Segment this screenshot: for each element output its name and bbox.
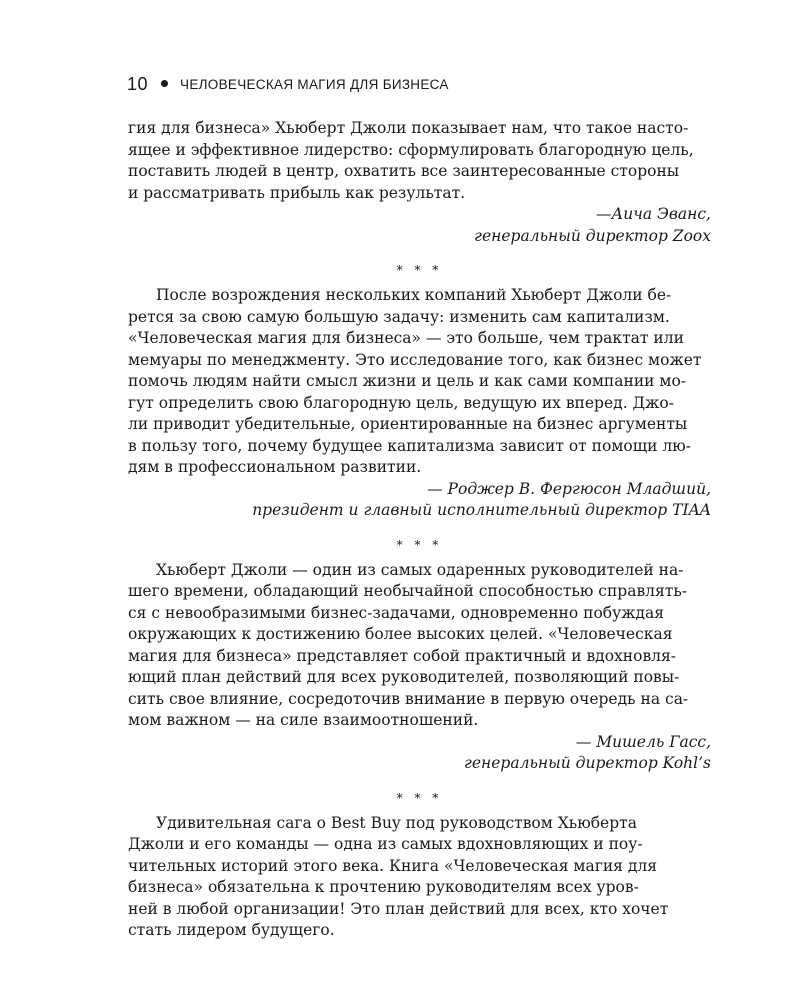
text-line: дям в профессиональном развитии. [128,458,422,476]
text-line: магия для бизнеса» представляет собой практичный и вдохновля- [128,646,677,665]
text-line: чительных историй этого века. Книга «Человеческая магия для [128,856,658,875]
text-line: окружающих к достижению более высоких целей. «Человеческая [128,625,673,643]
testimonial-ferguson [128,285,711,522]
text-line: ящее и эффективное лидерство: сформулировать благородную цель, [128,140,694,159]
text-line: ющий план действий для всех руководителей, позволяющий повы- [128,668,680,686]
text-line: гия для бизнеса» Хьюберт Джоли показывает нам, что такое насто- [128,119,689,137]
text-line: ся с невообразимыми бизнес-задачами, одновременно побуждая [128,603,665,622]
text-line: бизнеса» обязательна к прочтению руководителям всех уров- [128,878,639,896]
attribution-title: генеральный директор Zoox [474,226,711,245]
text-line: рется за свою самую большую задачу: изменить сам капитализм. [128,307,670,326]
page-body [128,118,711,942]
attribution-name: — Мишель Гасс, [575,732,711,751]
attribution-name: —Аича Эванс, [596,205,711,223]
text-line: поставить людей в центр, охватить все заинтересованные стороны [128,162,680,180]
attribution-title: президент и главный исполнительный директор TIAA [252,501,711,519]
section-separator: * * * [396,263,443,277]
page-number: 10 [127,74,149,94]
text-line: шего времени, обладающий необычайной способностью справлять- [128,582,688,600]
text-line: гут определить свою благородную цель, ведущую их вперед. Джо- [128,393,674,412]
text-line: и рассматривать прибыль как результат. [128,183,466,202]
testimonial-evans [128,118,711,247]
bullet-dot-icon [161,80,168,87]
attribution-title: генеральный директор Kohl’s [464,754,711,772]
text-line: помочь людям найти смысл жизни и цель и как сами компании мо- [128,372,687,390]
text-line: стать лидером будущего. [128,921,335,939]
text-line: ней в любой организации! Это план действий для всех, кто хочет [128,899,669,918]
attribution-name: — Роджер В. Фергюсон Младший, [427,479,711,498]
text-line: мемуары по менеджменту. Это исследование того, как бизнес может [128,350,702,369]
testimonial-gass [128,560,711,775]
text-line: Удивительная сага о Best Buy под руководством Хьюберта [156,813,637,832]
text-line: в пользу того, почему будущее капитализма зависит от помощи лю- [128,436,691,455]
text-line: Хьюберт Джоли — один из самых одаренных руководителей на- [156,560,684,579]
text-line: мом важном — на силе взаимоотношений. [128,711,479,729]
running-title: ЧЕЛОВЕЧЕСКАЯ МАГИЯ ДЛЯ БИЗНЕСА [180,77,449,92]
text-line: сить свое влияние, сосредоточив внимание в первую очередь на са- [128,689,689,708]
testimonial-best-buy [128,813,711,942]
text-line: «Человеческая магия для бизнеса» — это больше, чем трактат или [128,329,684,347]
section-separator: * * * [396,790,443,805]
text-line: Джоли и его команды — одна из самых вдохновляющих и поу- [128,835,643,853]
section-separator: * * * [396,537,443,552]
text-line: ли приводит убедительные, ориентированные на бизнес аргументы [128,415,688,433]
running-header [127,74,449,95]
text-line: После возрождения нескольких компаний Хьюберт Джоли бе- [156,286,672,304]
